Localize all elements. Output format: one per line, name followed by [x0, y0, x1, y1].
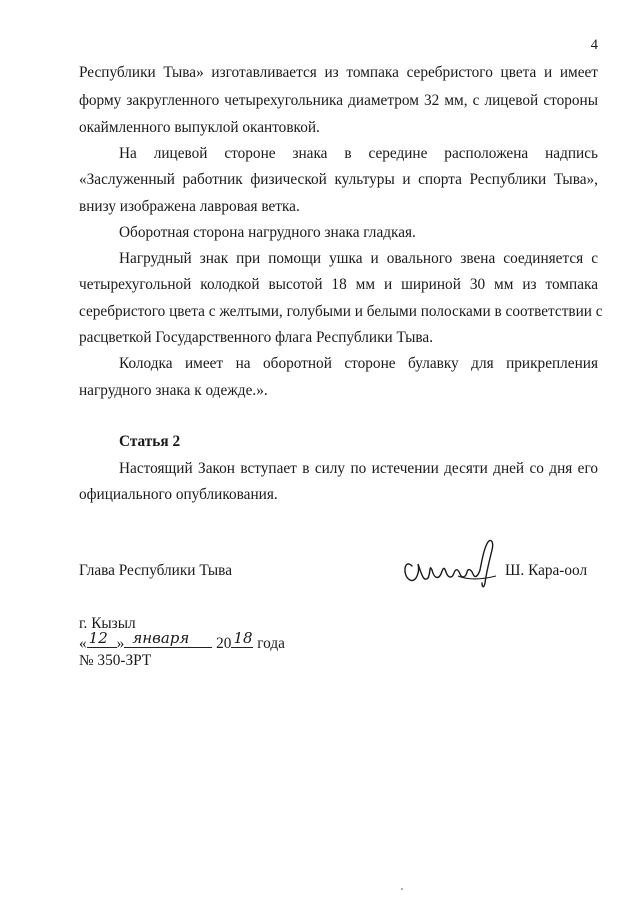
body-line: «Заслуженный работник физической культуры и спорта Республики Тыва», [79, 171, 598, 188]
document-body [79, 0, 603, 905]
body-line: расцветкой Государственного флага Республики Тыва. [79, 329, 434, 346]
body-line: внизу изображена лавровая ветка. [79, 198, 300, 215]
body-line: серебристого цвета с желтыми, голубыми и белыми полосками в соответствии с [79, 303, 603, 320]
date-month: января [132, 629, 190, 647]
city: г. Кызыл [79, 615, 136, 632]
signatory-name: Ш. Кара-оол [505, 562, 588, 579]
date-month-blank [124, 629, 212, 648]
signing-date [79, 629, 285, 652]
body-line: четырехугольной колодкой высотой 18 мм и шириной 30 мм из томпака [79, 276, 598, 293]
date-day-blank [87, 629, 117, 648]
page-number: 4 [590, 37, 598, 53]
date-open-quote: « [79, 635, 87, 652]
date-year-blank [231, 629, 253, 648]
body-line: форму закругленного четырехугольника диаметром 32 мм, с лицевой стороны [79, 92, 598, 109]
date-day: 12 [88, 629, 108, 647]
article-line: Настоящий Закон вступает в силу по истечении десяти дней со дня его [119, 460, 598, 477]
place-date-block [79, 615, 285, 669]
article-heading: Статья 2 [119, 433, 181, 450]
body-line: Колодка имеет на оборотной стороне булавку для прикрепления [119, 355, 598, 372]
law-number: № 350-ЗРТ [79, 652, 152, 669]
date-close-quote: » [116, 635, 125, 652]
handwritten-signature [398, 536, 504, 595]
signatory-title: Глава Республики Тыва [79, 562, 232, 579]
date-year-suffix: 18 [233, 629, 253, 647]
article-line: официального опубликования. [79, 486, 278, 503]
date-year-prefix: 20 [216, 635, 232, 652]
body-line: На лицевой стороне знака в середине расположена надпись [119, 145, 598, 162]
scan-speck [401, 888, 403, 890]
body-line: Республики Тыва» изготавливается из томпака серебристого цвета и имеет [79, 64, 598, 81]
body-line: нагрудного знака к одежде.». [79, 382, 268, 399]
body-line: Нагрудный знак при помощи ушка и овального звена соединяется с [119, 250, 598, 267]
body-line: Оборотная сторона нагрудного знака гладкая. [119, 224, 416, 241]
body-line: окаймленного выпуклой окантовкой. [79, 119, 320, 136]
date-word: года [257, 635, 285, 652]
